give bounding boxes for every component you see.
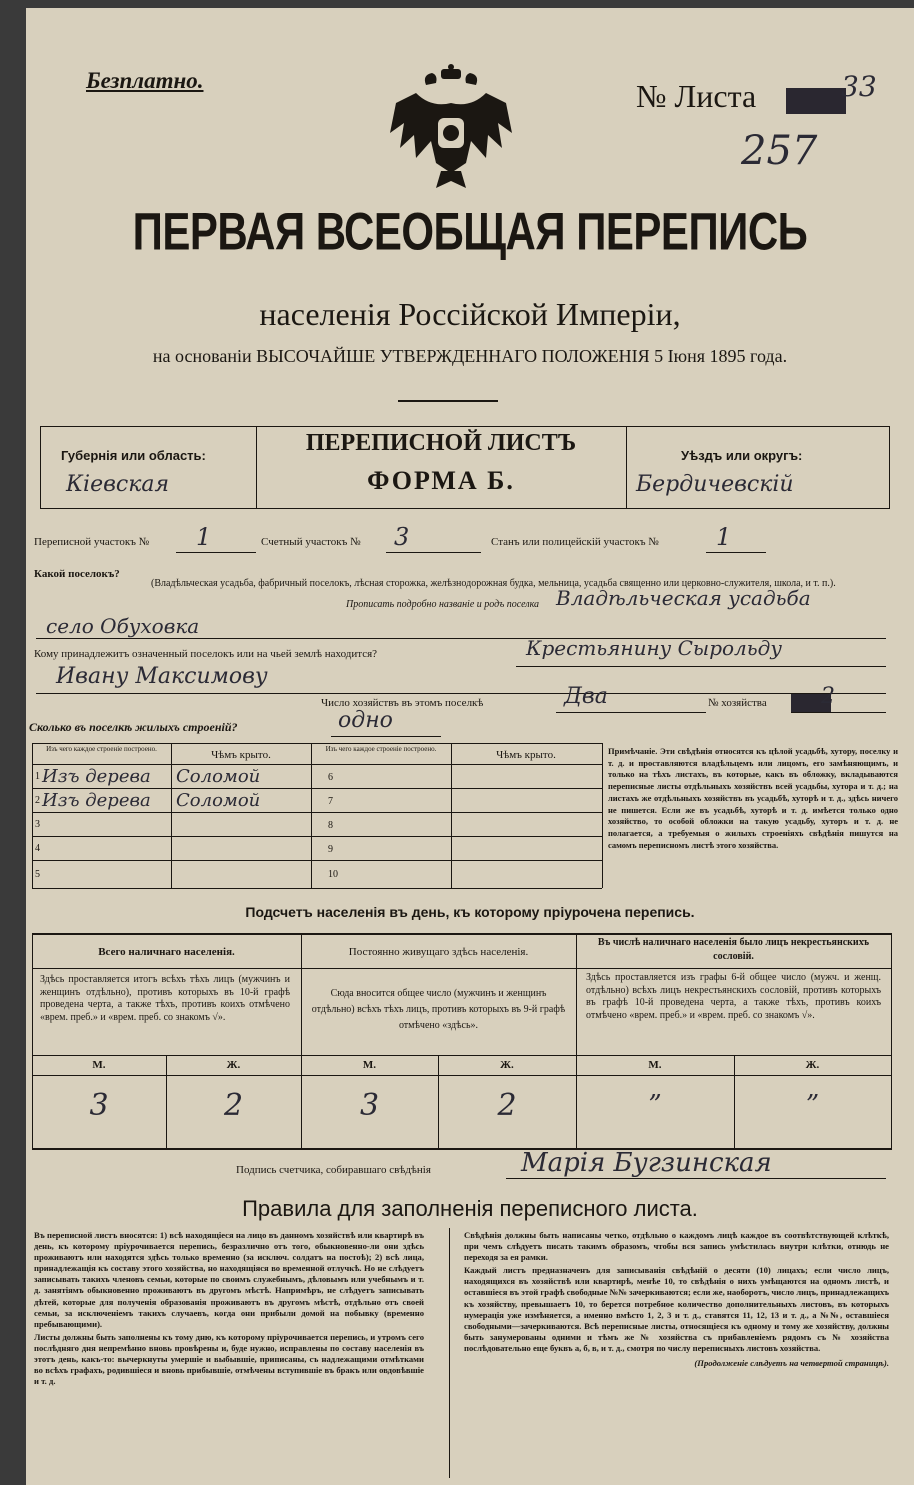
- households-label: Число хозяйствъ въ этомъ поселкѣ: [321, 697, 484, 709]
- settlement-value-1: Владѣльческая усадьба: [556, 586, 811, 610]
- gubernia-label: Губернія или область:: [61, 448, 206, 463]
- row-material: Изъ дерева: [42, 766, 151, 787]
- household-no-label: № хозяйства: [708, 697, 767, 709]
- male-label: М.: [362, 1059, 377, 1071]
- buildings-value: одно: [338, 708, 393, 733]
- row-number: 8: [328, 820, 333, 831]
- count-title: Подсчетъ населенія въ день, къ которому пріурочена перепись.: [245, 904, 695, 920]
- col-roof-header-left: Чѣмъ крыто.: [211, 749, 271, 761]
- sheet-number-2-handwritten: 257: [741, 128, 818, 174]
- female-label: Ж.: [226, 1059, 241, 1071]
- household-no-value: 2: [821, 684, 835, 709]
- row-roof: Соломой: [176, 766, 261, 787]
- row-number: 1: [35, 771, 40, 782]
- row-number: 6: [328, 772, 333, 783]
- counting-district-value: 3: [394, 523, 410, 551]
- row-number: 4: [35, 843, 40, 854]
- row-roof: Соломой: [176, 790, 261, 811]
- owner-value-2: Ивану Максимову: [56, 664, 268, 689]
- male-label: М.: [648, 1059, 662, 1071]
- female-label: Ж.: [805, 1059, 820, 1071]
- uezd-label: Уѣздъ или округъ:: [681, 448, 803, 463]
- rules-right-paragraph: Каждый листъ предназначенъ для записыванія свѣдѣній о десяти (10) лицахъ; если число лицъ, находящихся въ хозяйствѣ или квартирѣ, менѣе 10, то свѣдѣнія о нихъ умѣщаются на одномъ листѣ, и оставшіеся въ этой графѣ свободные №№ зачеркиваются; если же, наоборотъ, число лицъ, принадлежащихъ къ хозяйству, превышаетъ 10, то берется потребное количество дополнительныхъ листовъ, въ которыхъ нумерація уже измѣняется, а именно вмѣсто 1, 2, 3 и т. д., ставятся 11, 12, 13 и т. д., а №№, оставшіеся свободными—зачеркиваются. Всѣ переписные листы, относящіеся къ одному и тому же хозяйству, должны быть занумерованы одними и тѣмъ же № хозяйства съ прибавленіемъ рядомъ съ № хозяйства послѣдовательно еще буквъ а, б, в, и т. д., смотря по числу переписныхъ листовъ хозяйства.: [464, 1265, 889, 1353]
- col3-header: Въ числѣ наличнаго населенія было лицъ некрестьянскихъ сословій.: [597, 937, 870, 962]
- rules-right-column: [464, 1230, 889, 1371]
- free-label: Безплатно.: [86, 68, 204, 93]
- divider: [398, 400, 498, 402]
- households-value: Два: [564, 684, 608, 709]
- page-title: ПЕРВАЯ ВСЕОБЩАЯ ПЕРЕПИСЬ: [132, 202, 808, 261]
- sheet-title: ПЕРЕПИСНОЙ ЛИСТЪ: [305, 430, 577, 456]
- permanent-female-value: 2: [497, 1088, 517, 1123]
- rules-left-column: [34, 1230, 424, 1389]
- row-number: 3: [35, 819, 40, 830]
- owner-value-1: Крестьянину Сырольду: [526, 636, 782, 660]
- census-district-label: Переписной участокъ №: [34, 536, 150, 548]
- row-material: Изъ дерева: [42, 790, 151, 811]
- row-number: 7: [328, 796, 333, 807]
- owner-label: Кому принадлежитъ означенный поселокъ или на чьей землѣ находится?: [34, 648, 378, 660]
- sheet-number-label: № Листа: [636, 78, 757, 114]
- settlement-hint: (Владѣльческая усадьба, фабричный поселокъ, лѣсная сторожка, желѣзнодорожная будка, мельница, усадьба священно или церковно-служителя, школа, и т. п.).: [151, 578, 836, 589]
- census-district-value: 1: [196, 523, 212, 551]
- col-material-header-left: Изъ чего каждое строеніе построено.: [46, 745, 157, 753]
- col1-text: Здѣсь проставляется итогъ всѣхъ тѣхъ лицъ (мужчинъ и женщинъ отдѣльно), противъ которыхъ въ 10-й графѣ проведена черта, а также тѣхъ, противъ коихъ отмѣчено «врем. преб.» и «врем. преб. со знакомъ √».: [40, 974, 290, 1023]
- col2-header: Постоянно живущаго здѣсь населенія.: [348, 946, 529, 958]
- buildings-label: Сколько въ поселкѣ жилыхъ строеній?: [29, 720, 238, 734]
- row-number: 9: [328, 844, 333, 855]
- legal-basis: на основаніи ВЫСОЧАЙШЕ УТВЕРЖДЕННАГО ПОЛОЖЕНІЯ 5 Іюня 1895 года.: [152, 346, 788, 366]
- rules-divider: [449, 1228, 450, 1478]
- permanent-male-value: 3: [359, 1088, 380, 1123]
- signature-label: Подпись счетчика, собиравшаго свѣдѣнія: [236, 1164, 431, 1176]
- rules-left-paragraph: Въ переписной листъ вносятся: 1) всѣ находящіеся на лицо въ данномъ хозяйствѣ или квартирѣ въ день, къ которому пріурочивается перепись, безразлично отъ того, обыкновенно-ли они здѣсь проживаютъ или находятся здѣсь только временно (за исключ. солдатъ на постоѣ); 2) всѣ лица, принадлежащія къ составу этого хозяйства, но находящіяся во временной отлучкѣ. Но не слѣдуетъ записывать такихъ членовъ семьи, которые по своимъ служебнымъ, дѣловымъ или учебнымъ и т. д. занятіямъ обыкновенно проживаютъ въ другомъ мѣстѣ. Напримѣръ, не слѣдуетъ записывать дѣтей, которые для полученія образованія проживаютъ въ другомъ мѣстѣ, отдѣльно отъ своей семьи, за исключеніемъ такихъ случаевъ, когда они прибыли домой на побывку (временно пребывающими).: [34, 1230, 424, 1329]
- row-number: 10: [328, 869, 338, 880]
- uezd-value: Бердичевскій: [636, 472, 794, 497]
- sheet-number-redaction: [786, 88, 846, 114]
- female-label: Ж.: [500, 1059, 514, 1071]
- settlement-value-2: село Обуховка: [46, 614, 200, 638]
- male-label: М.: [92, 1059, 106, 1071]
- sheet-number-handwritten: 33: [841, 70, 877, 103]
- nonpeasant-male-value: ”: [648, 1090, 662, 1120]
- counting-district-label: Счетный участокъ №: [261, 536, 361, 548]
- buildings-note: Примѣчаніе. Эти свѣдѣнія относятся къ цѣлой усадьбѣ, хутору, поселку и т. д. и проставляются владѣльцемъ или лицомъ, его замѣняющимъ, и только на тѣхъ листахъ, въ которые, какъ въ обложку, вкладываются переписные листы отдѣльныхъ хозяйствъ всей усадьбы, хутора и т. д.; на листахъ же отдѣльныхъ хозяйствъ въ усадьбѣ, хуторѣ и т. д., здѣсь ничего не пишется. Если же въ усадьбѣ, хуторѣ и т. д. имѣется только одно хозяйство, то особой обложки на такую усадьбу, хуторъ и т. д. не полагается, а требуемыя о жилыхъ строеніяхъ свѣдѣнія пишутся на самомъ переписномъ листѣ этого хозяйства.: [608, 746, 898, 850]
- rules-continued: (Продолженіе слѣдуетъ на четвертой страницѣ).: [694, 1358, 889, 1369]
- stan-label: Станъ или полицейскій участокъ №: [491, 536, 659, 548]
- row-number: 5: [35, 869, 40, 880]
- rules-right-paragraph: Свѣдѣнія должны быть написаны четко, отдѣльно о каждомъ лицѣ каждое въ соотвѣтствующей клѣткѣ, при чемъ слѣдуетъ писать такимъ образомъ, чтобы вся запись умѣстилась внутри клѣтки, отнюдь не переходя за ея рамки.: [464, 1230, 889, 1263]
- present-female-value: 2: [223, 1088, 244, 1123]
- signature-value: Марія Бугзинская: [521, 1148, 772, 1178]
- settlement-label: Какой поселокъ?: [34, 568, 120, 580]
- col2-text: Сюда вносится общее число (мужчинъ и женщинъ отдѣльно) всѣхъ тѣхъ лицъ, противъ которыхъ въ 9-й графѣ отмѣчено «здѣсь».: [311, 988, 566, 1031]
- double-headed-eagle-emblem: [386, 63, 516, 193]
- present-male-value: 3: [89, 1088, 109, 1123]
- row-number: 2: [35, 795, 40, 806]
- nonpeasant-female-value: ”: [805, 1090, 820, 1120]
- col1-header: Всего наличнаго населенія.: [98, 946, 235, 958]
- col-roof-header-right: Чѣмъ крыто.: [496, 749, 556, 761]
- rules-title: Правила для заполненія переписного листа.: [242, 1196, 698, 1221]
- form-title: ФОРМА Б.: [367, 466, 515, 495]
- census-form-page: [26, 8, 914, 1485]
- col3-text: Здѣсь проставляется изъ графы 6-й общее число (мужч. и женщ. отдѣльно) всѣхъ лицъ некрестьянскихъ сословій, противъ которыхъ въ графѣ 10-й проведена черта, а также тѣхъ, противъ коихъ отмѣчено «врем. преб.» и «врем. преб. со знакомъ √».: [586, 972, 881, 1021]
- rules-left-paragraph: Листы должны быть заполнены къ тому дню, къ которому пріурочивается перепись, и утромъ сего послѣдняго дня непремѣнно вновь провѣрены и, буде нужно, исправлены по составу населенія въ этотъ день, какъ-то: вычеркнуты умершіе и выбывшіе, приписаны, съ надлежащими отмѣтками во всѣхъ графахъ, родившіеся и вновь прибывшіе, отмѣчены вступившіе въ бракъ или овдовѣвшіе и т. д.: [34, 1331, 424, 1387]
- stan-value: 1: [716, 523, 732, 551]
- settlement-instruction: Прописать подробно названіе и родъ поселка: [346, 599, 540, 610]
- gubernia-value: Кіевская: [66, 472, 170, 497]
- col-material-header-right: Изъ чего каждое строеніе построено.: [325, 745, 437, 753]
- page-subtitle: населенія Россійской Имперіи,: [259, 296, 681, 332]
